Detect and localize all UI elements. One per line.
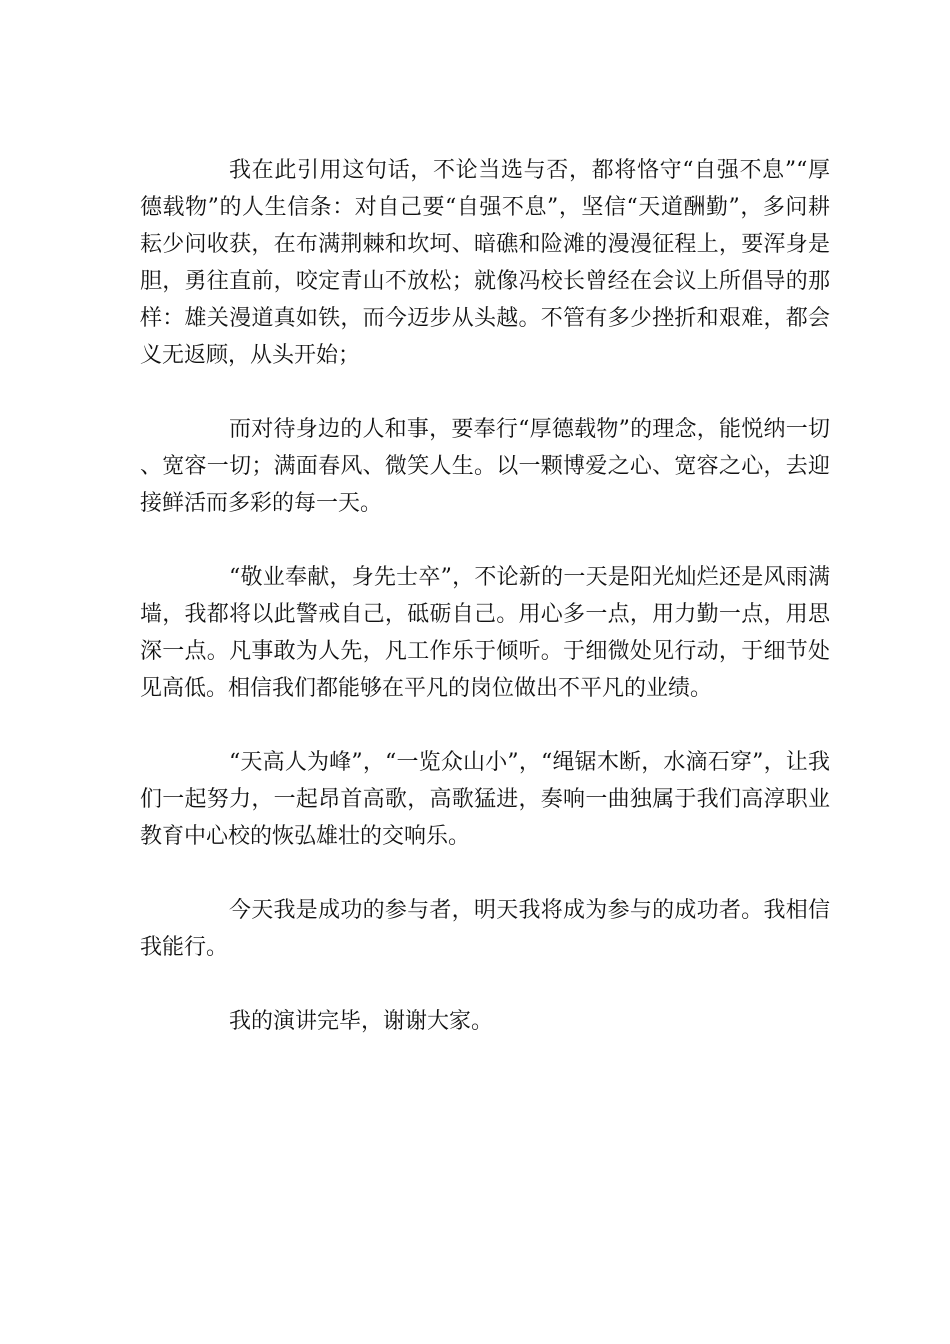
document-body [140,152,830,1040]
paragraph-1: 我在此引用这句话，不论当选与否，都将恪守“自强不息”“厚德载物”的人生信条：对自己要“自强不息”，坚信“天道酬勤”，多问耕耘少问收获，在布满荆棘和坎坷、暗礁和险滩的漫漫征程上，要浑身是胆，勇往直前，咬定青山不放松；就像冯校长曾经在会议上所倡导的那样：雄关漫道真如铁，而今迈步从头越。不管有多少挫折和艰难，都会义无返顾，从头开始； [140,158,830,368]
paragraph-5: 今天我是成功的参与者，明天我将成为参与的成功者。我相信我能行。 [140,898,830,960]
paragraph-2: 而对待身边的人和事，要奉行“厚德载物”的理念，能悦纳一切、宽容一切；满面春风、微笑人生。以一颗博爱之心、宽容之心，去迎接鲜活而多彩的每一天。 [140,417,830,516]
paragraph-4: “天高人为峰”，“一览众山小”，“绳锯木断，水滴石穿”，让我们一起努力，一起昂首高歌，高歌猛进，奏响一曲独属于我们高淳职业教育中心校的恢弘雄壮的交响乐。 [140,750,830,849]
paragraph-6: 我的演讲完毕，谢谢大家。 [229,1009,494,1034]
paragraph-3: “敬业奉献，身先士卒”，不论新的一天是阳光灿烂还是风雨满墙，我都将以此警戒自己，砥砺自己。用心多一点，用力勤一点，用思深一点。凡事敢为人先，凡工作乐于倾听。于细微处见行动，于细节处见高低。相信我们都能够在平凡的岗位做出不平凡的业绩。 [140,565,830,701]
